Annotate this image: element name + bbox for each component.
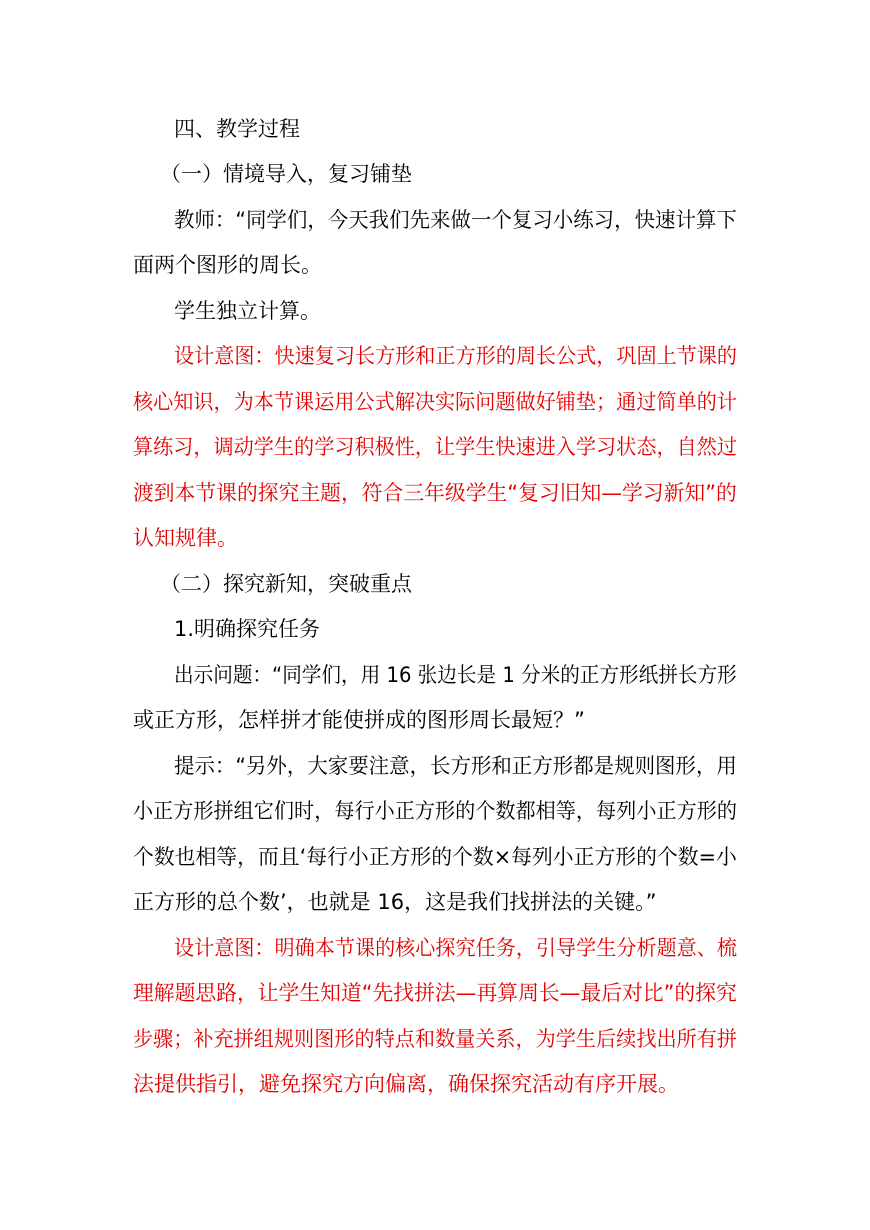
design-intent-line: 理解题思路，让学生知道“先找拼法—再算周长—最后对比”的探究 [133, 981, 737, 1005]
paragraph-line: 学生独立计算。 [174, 299, 321, 323]
numbered-heading: 1.明确探究任务 [174, 617, 321, 641]
paragraph-line: 面两个图形的周长。 [133, 253, 322, 277]
paragraph-line: 出示问题：“同学们，用 16 张边长是 1 分米的正方形纸拼长方形 [174, 663, 737, 687]
paragraph-line: 正方形的总个数’，也就是 16，这是我们找拼法的关键。” [133, 890, 657, 914]
design-intent-line: 设计意图：快速复习长方形和正方形的周长公式，巩固上节课的 [174, 344, 738, 368]
paragraph-line: 个数也相等，而且‘每行小正方形的个数×每列小正方形的个数=小 [133, 845, 737, 869]
design-intent-line: 步骤；补充拼组规则图形的特点和数量关系，为学生后续找出所有拼 [133, 1027, 737, 1051]
paragraph-line: 提示：“另外，大家要注意，长方形和正方形都是规则图形，用 [174, 754, 737, 778]
subsection-heading: （二）探究新知，突破重点 [160, 572, 412, 596]
design-intent-line: 算练习，调动学生的学习积极性，让学生快速进入学习状态，自然过 [133, 435, 737, 459]
paragraph-line: 教师：“同学们，今天我们先来做一个复习小练习，快速计算下 [174, 208, 737, 232]
section-heading: 四、教学过程 [174, 117, 300, 141]
design-intent-line: 核心知识，为本节课运用公式解决实际问题做好铺垫；通过简单的计 [133, 390, 737, 414]
design-intent-line: 法提供指引，避免探究方向偏离，确保探究活动有序开展。 [133, 1072, 679, 1096]
paragraph-line: 小正方形拼组它们时，每行小正方形的个数都相等，每列小正方形的 [133, 799, 737, 823]
design-intent-line: 设计意图：明确本节课的核心探究任务，引导学生分析题意、梳 [174, 936, 738, 960]
paragraph-line: 或正方形，怎样拼才能使拼成的图形周长最短？” [133, 708, 585, 732]
design-intent-line: 认知规律。 [133, 526, 238, 550]
design-intent-line: 渡到本节课的探究主题，符合三年级学生“复习旧知—学习新知”的 [133, 481, 737, 505]
subsection-heading: （一）情境导入，复习铺垫 [160, 162, 412, 186]
